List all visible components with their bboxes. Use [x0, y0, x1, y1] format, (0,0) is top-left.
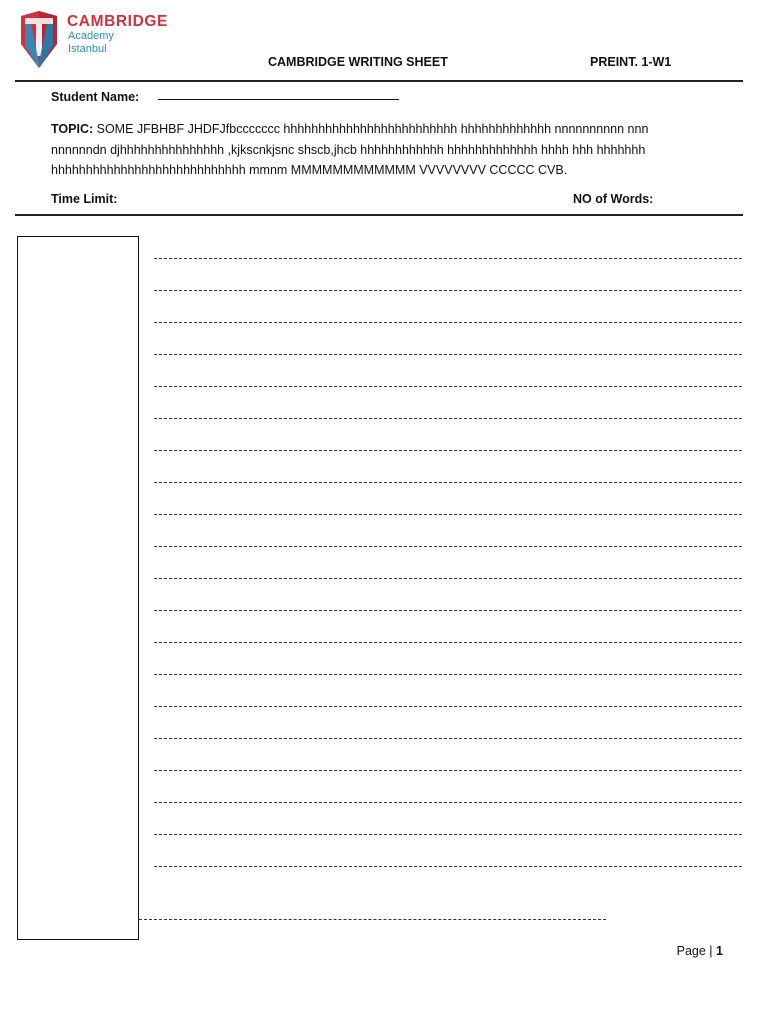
- page-number: 1: [716, 944, 723, 958]
- writing-line[interactable]: [154, 482, 742, 483]
- writing-line[interactable]: [154, 258, 742, 259]
- logo-subtitle-academy: Academy: [68, 30, 114, 42]
- margin-box: [17, 236, 139, 940]
- logo-brand-text: CAMBRIDGE: [67, 13, 168, 30]
- sheet-code: PREINT. 1-W1: [590, 55, 672, 69]
- shield-logo-icon: [17, 10, 61, 70]
- sheet-title: CAMBRIDGE WRITING SHEET: [268, 55, 448, 69]
- student-name-field[interactable]: [158, 99, 399, 100]
- page-footer: [677, 944, 723, 958]
- topic-block: [51, 119, 686, 181]
- header-divider: [15, 80, 743, 82]
- writing-line[interactable]: [154, 834, 742, 835]
- writing-line[interactable]: [154, 322, 742, 323]
- logo-subtitle-city: Istanbul: [68, 43, 107, 55]
- writing-line[interactable]: [154, 802, 742, 803]
- topic-text: SOME JFBHBF JHDFJfbccccccc hhhhhhhhhhhhhhhhhhhhhhhhh hhhhhhhhhhhhh nnnnnnnnnn nnn nnnnnndn djhhhhhhhhhhhhhhh ,kjkscnkjsnc shscb,jhcb hhhhhhhhhhhh hhhhhhhhhhhhh hhhh hhh hhhhhhh hhhhhhhhhhhhhhhhhhhhhhhhhhhh mmnm MMMMMMMMMMMM VVVVVVVV CCCCC CVB.: [51, 122, 649, 177]
- writing-line-final[interactable]: [139, 919, 606, 920]
- writing-line[interactable]: [154, 514, 742, 515]
- cambridge-logo: [17, 10, 192, 72]
- topic-label: TOPIC:: [51, 122, 94, 136]
- info-divider: [15, 214, 743, 216]
- writing-line[interactable]: [154, 386, 742, 387]
- writing-line[interactable]: [154, 290, 742, 291]
- writing-lines[interactable]: [154, 258, 742, 898]
- page-label: Page |: [676, 944, 713, 958]
- writing-line[interactable]: [154, 738, 742, 739]
- writing-line[interactable]: [154, 706, 742, 707]
- student-name-label: Student Name:: [51, 90, 140, 104]
- writing-line[interactable]: [154, 450, 742, 451]
- writing-line[interactable]: [154, 642, 742, 643]
- writing-line[interactable]: [154, 578, 742, 579]
- writing-line[interactable]: [154, 674, 742, 675]
- time-limit-label: Time Limit:: [51, 192, 118, 206]
- writing-line[interactable]: [154, 418, 742, 419]
- writing-line[interactable]: [154, 770, 742, 771]
- writing-line[interactable]: [154, 546, 742, 547]
- writing-line[interactable]: [154, 866, 742, 867]
- writing-line[interactable]: [154, 610, 742, 611]
- word-count-label: NO of Words:: [573, 192, 654, 206]
- writing-line[interactable]: [154, 354, 742, 355]
